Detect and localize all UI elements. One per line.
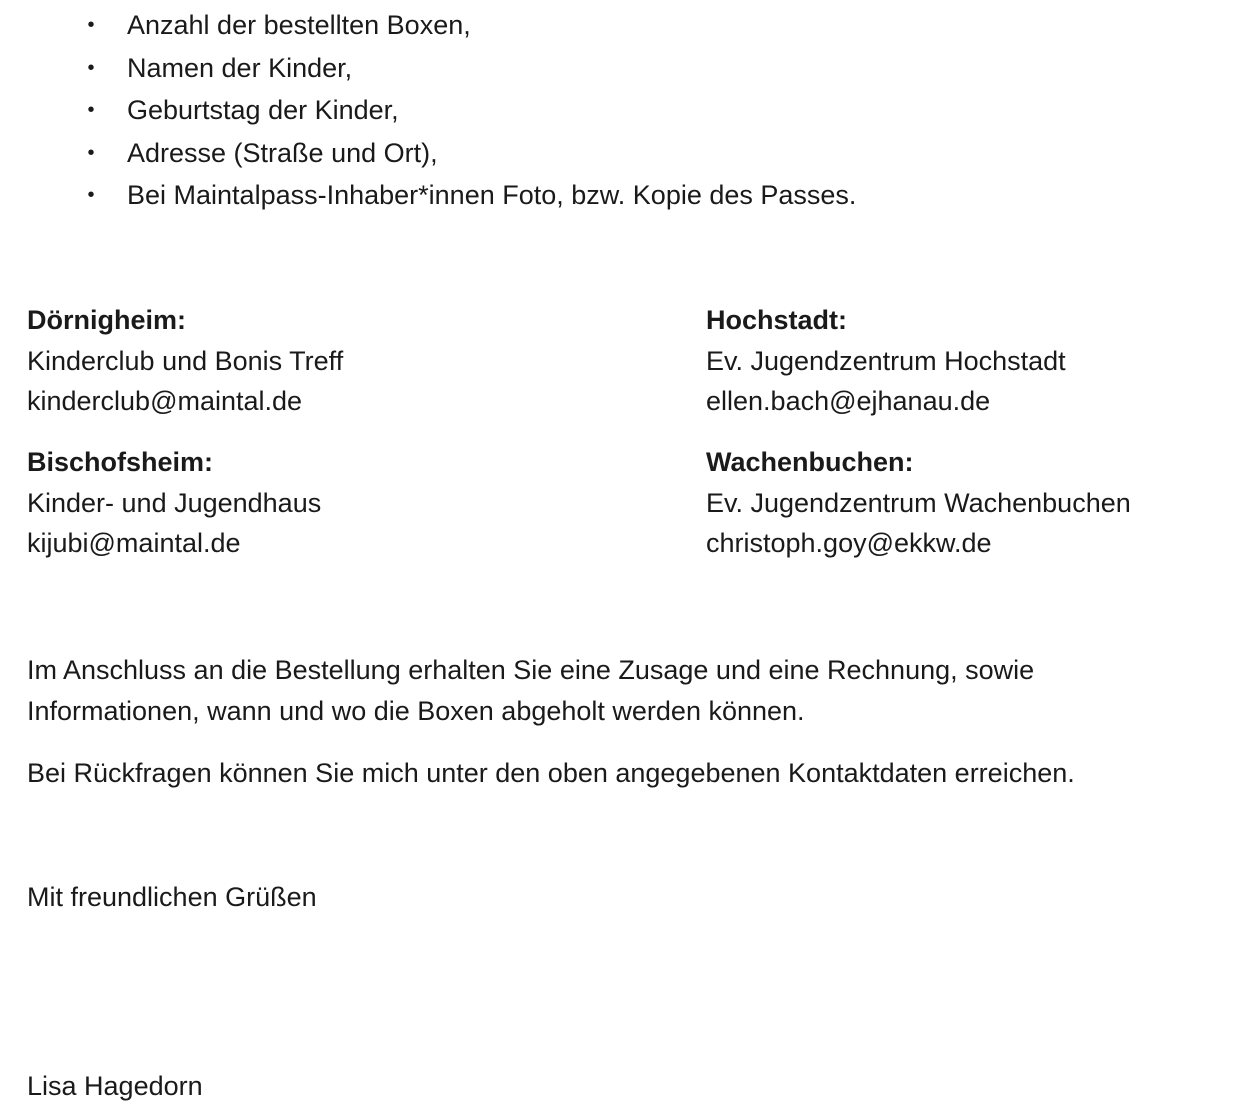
signature-name: Lisa Hagedorn [27,1071,203,1101]
bullet-icon: • [87,141,95,164]
location-name: Ev. Jugendzentrum Hochstadt [706,345,1066,376]
bullet-icon: • [87,56,95,79]
list-item-text: Bei Maintalpass-Inhaber*innen Foto, bzw. Kopie des Passes. [127,180,857,210]
order-info-line: Informationen, wann und wo die Boxen abgeholt werden können. [27,695,805,726]
location-email[interactable]: kinderclub@maintal.de [27,386,303,416]
contact-paragraph: Bei Rückfragen können Sie mich unter den oben angegebenen Kontaktdaten erreichen. [27,758,1075,788]
location-heading: Bischofsheim: [27,447,214,477]
closing-text: Mit freundlichen Grüßen [27,882,317,912]
list-item-text: Anzahl der bestellten Boxen, [127,10,471,40]
location-heading: Hochstadt: [706,305,847,335]
location-name: Kinder- und Jugendhaus [27,487,322,518]
bullet-icon: • [87,99,95,121]
location-bischofsheim [27,443,321,565]
order-info-line: Im Anschluss an die Bestellung erhalten Sie eine Zusage und eine Rechnung, sowie [27,655,1035,685]
location-name: Kinderclub und Bonis Treff [27,345,344,376]
location-doernigheim [27,301,343,423]
order-info-paragraph [27,650,1034,731]
location-email[interactable]: christoph.goy@ekkw.de [706,528,992,558]
location-heading: Wachenbuchen: [706,447,914,477]
location-email[interactable]: kijubi@maintal.de [27,528,241,558]
location-name: Ev. Jugendzentrum Wachenbuchen [706,487,1131,518]
location-hochstadt [706,301,1066,423]
bullet-icon: • [87,14,95,36]
location-wachenbuchen [706,443,1131,565]
location-heading: Dörnigheim: [27,305,186,335]
bullet-icon: • [87,184,95,206]
list-item-text: Adresse (Straße und Ort), [127,137,438,168]
list-item-text: Namen der Kinder, [127,52,353,83]
list-item-text: Geburtstag der Kinder, [127,95,399,125]
location-email[interactable]: ellen.bach@ejhanau.de [706,386,991,416]
